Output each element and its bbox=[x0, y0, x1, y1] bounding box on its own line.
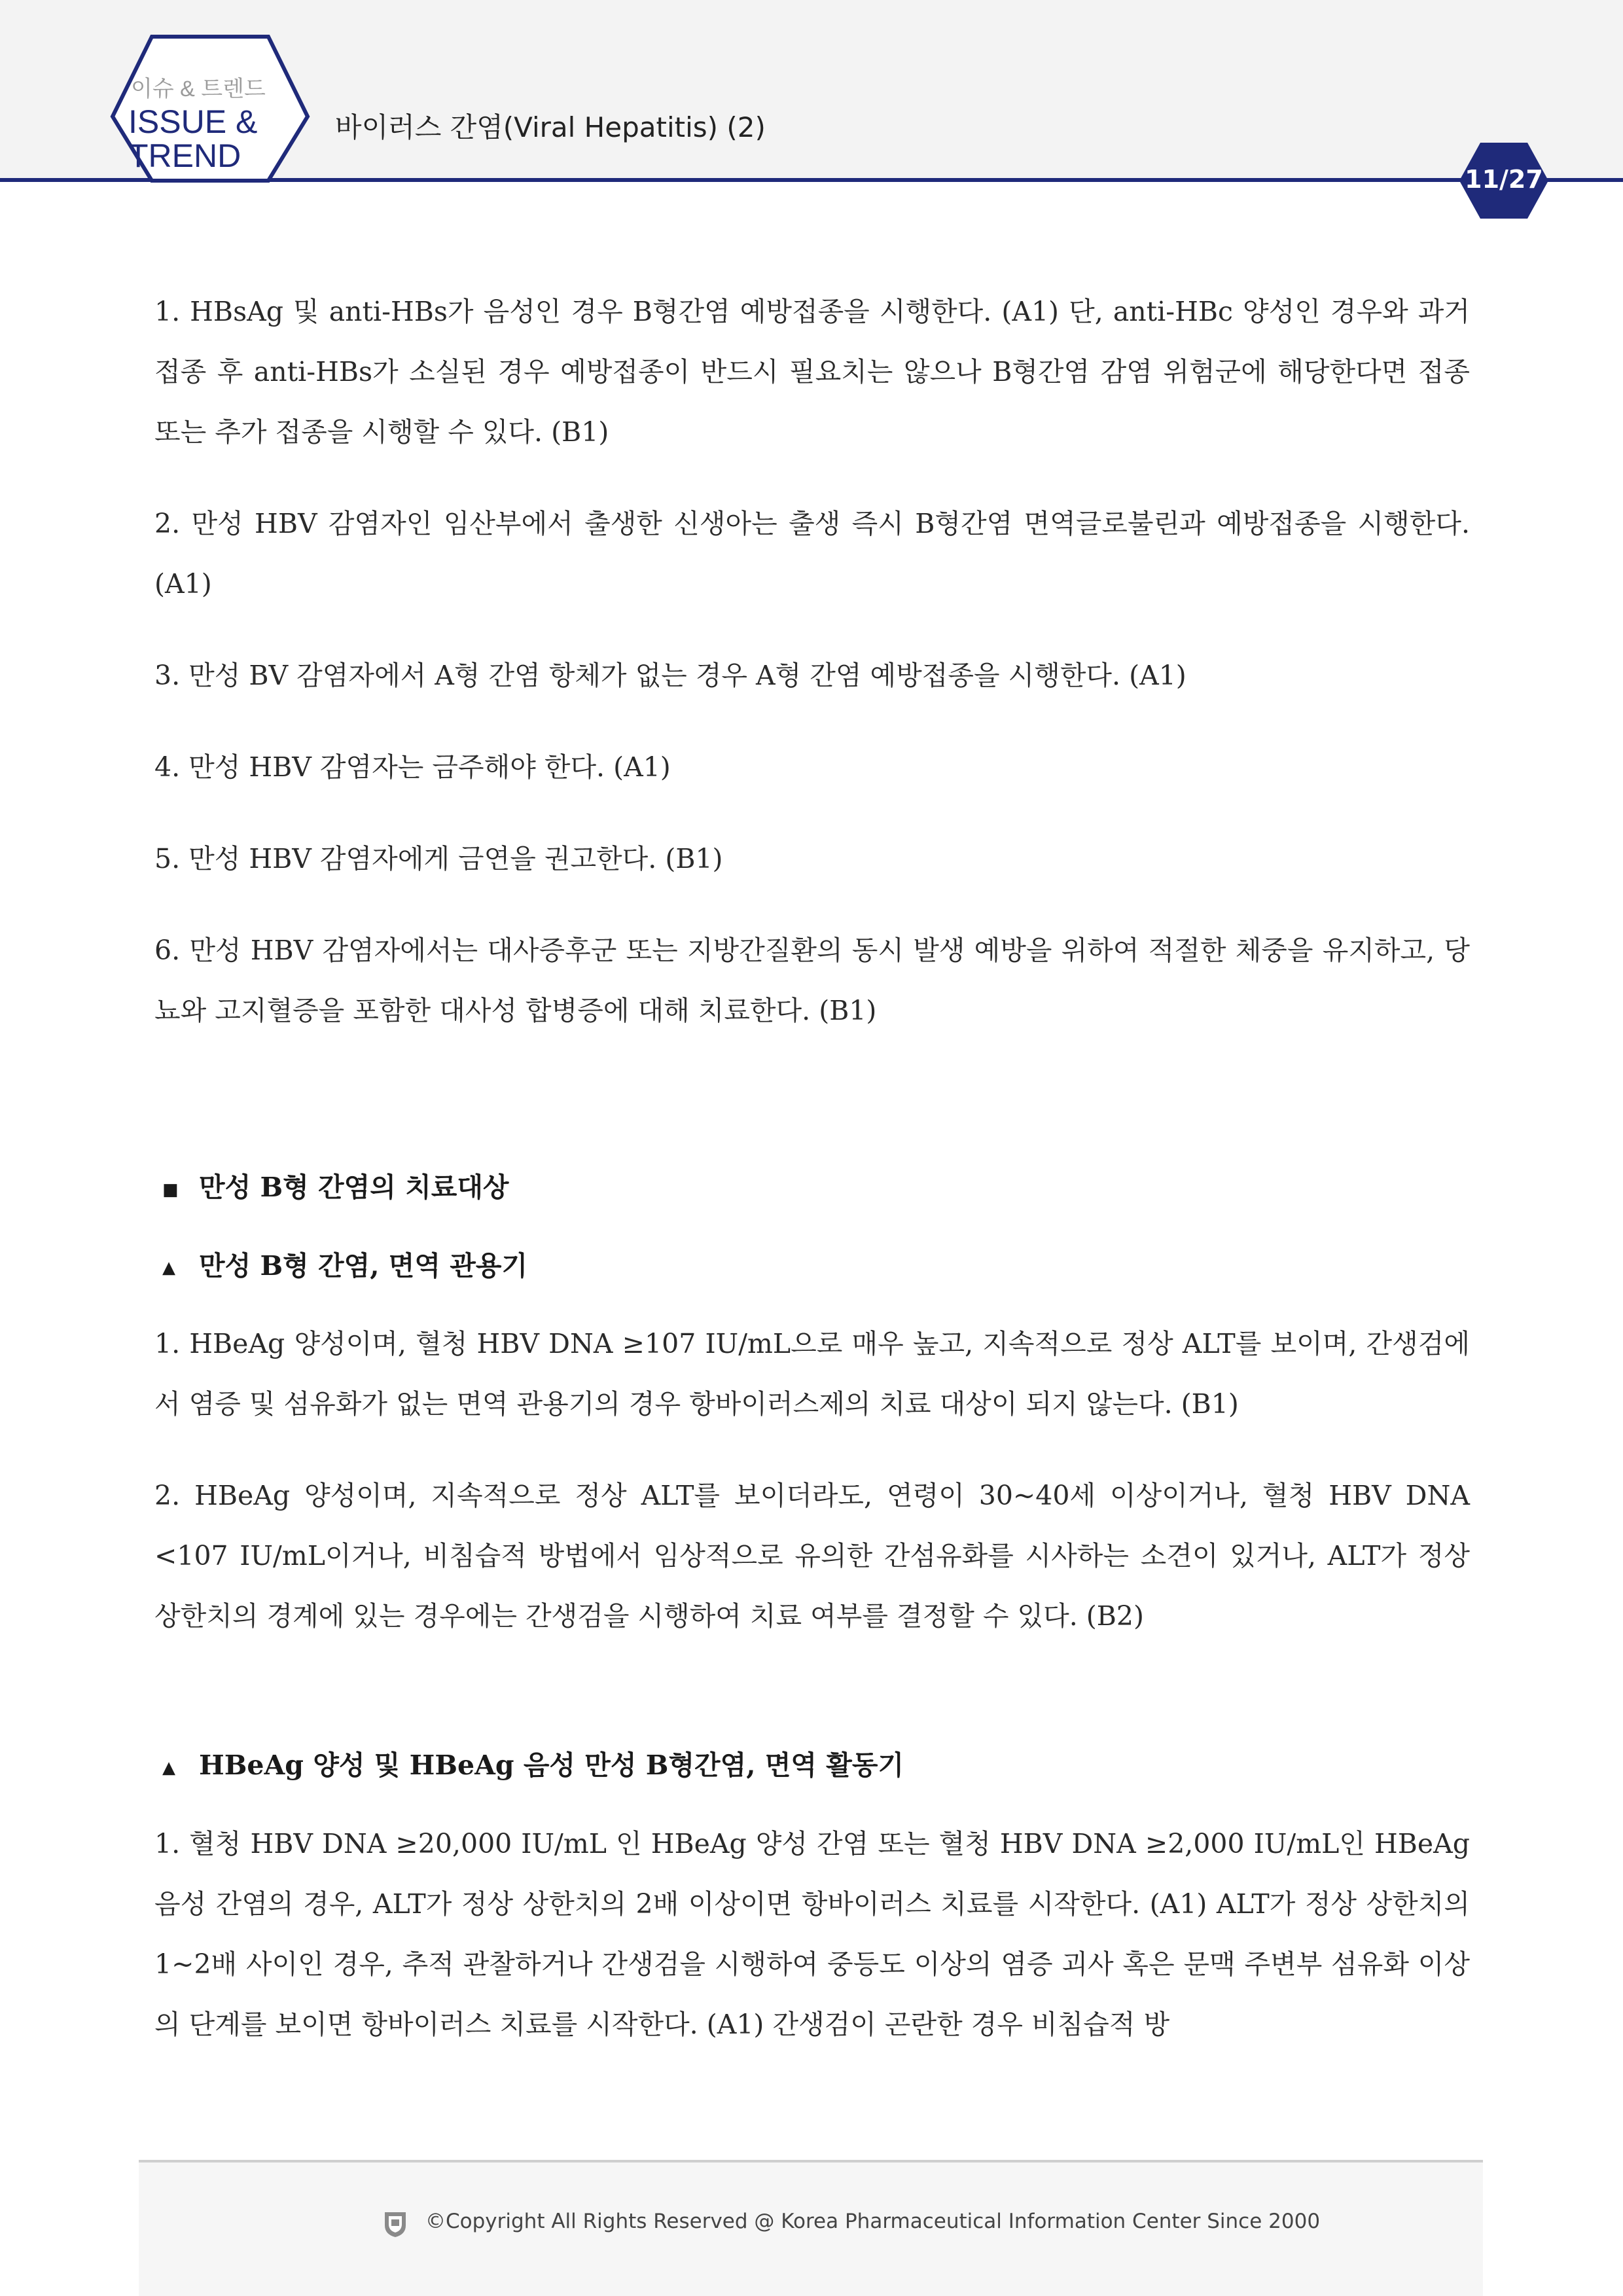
recommendation-paragraph: 6. 만성 HBV 감염자에서는 대사증후군 또는 지방간질환의 동시 발생 예방을 위하여 적절한 체중을 유지하고, 당뇨와 고지혈증을 포함한 대사성 합병증에 대해 치료한다. (B1) bbox=[154, 935, 1470, 1026]
subsection-heading-text: 만성 B형 간염, 면역 관용기 bbox=[199, 1249, 528, 1282]
document-title: 바이러스 간염(Viral Hepatitis) (2) bbox=[335, 111, 766, 143]
footer-copyright: ©Copyright All Rights Reserved @ Korea Pharmaceutical Information Center Since 2000 bbox=[425, 2210, 1321, 2233]
spacer bbox=[154, 1072, 1470, 1157]
recommendation-paragraph: 2. 만성 HBV 감염자인 임산부에서 출생한 신생아는 출생 즉시 B형간염 면역글로불린과 예방접종을 시행한다. (A1) bbox=[154, 508, 1470, 600]
triangle-bullet-icon: ▲ bbox=[162, 1757, 175, 1778]
badge-english-label bbox=[128, 105, 285, 173]
treatment-paragraph: 1. 혈청 HBV DNA ≥20,000 IU/mL 인 HBeAg 양성 간염 또는 혈청 HBV DNA ≥2,000 IU/mL인 HBeAg 음성 간염의 경우, ALT가 정상 상한치의 2배 이상이면 항바이러스 치료를 시작한다. (A1) ALT가 정상 상한치의 1~2배 사이인 경우, 추적 관찰하거나 간생검을 시행하여 중등도 이상의 염증 괴사 혹은 문맥 주변부 섬유화 이상의 단계를 보이면 항바이러스 치료를 시작한다. (A1) 간생검이 곤란한 경우 비침습적 방 bbox=[154, 1827, 1470, 2040]
treatment-paragraph: 1. HBeAg 양성이며, 혈청 HBV DNA ≥107 IU/mL으로 매우 높고, 지속적으로 정상 ALT를 보이며, 간생검에서 염증 및 섬유화가 없는 면역 관용기의 경우 항바이러스제의 치료 대상이 되지 않는다. (B1) bbox=[154, 1328, 1470, 1420]
section-heading-text: 만성 B형 간염의 치료대상 bbox=[199, 1172, 509, 1203]
treatment-paragraph: 2. HBeAg 양성이며, 지속적으로 정상 ALT를 보이더라도, 연령이 30~40세 이상이거나, 혈청 HBV DNA <107 IU/mL이거나, 비침습적 방법에서 임상적으로 유의한 간섬유화를 시사하는 소견이 있거나, ALT가 정상 상한치의 경계에 있는 경우에는 간생검을 시행하여 치료 여부를 결정할 수 있다. (B2) bbox=[154, 1480, 1470, 1632]
square-bullet-icon: ■ bbox=[162, 1179, 179, 1200]
triangle-bullet-icon: ▲ bbox=[162, 1258, 175, 1278]
main-content bbox=[154, 281, 1470, 2086]
kpic-logo-icon bbox=[382, 2210, 408, 2238]
recommendation-paragraph: 3. 만성 BV 감염자에서 A형 간염 항체가 없는 경우 A형 간염 예방접종을 시행한다. (A1) bbox=[154, 660, 1186, 691]
subsection-heading-text: HBeAg 양성 및 HBeAg 음성 만성 B형간염, 면역 활동기 bbox=[199, 1749, 904, 1781]
badge-english-line1: ISSUE & bbox=[128, 103, 258, 140]
subsection-heading bbox=[154, 1735, 1470, 1798]
recommendation-paragraph: 4. 만성 HBV 감염자는 금주해야 한다. (A1) bbox=[154, 751, 671, 783]
section-heading bbox=[154, 1157, 1470, 1220]
recommendation-paragraph: 1. HBsAg 및 anti-HBs가 음성인 경우 B형간염 예방접종을 시행한다. (A1) 단, anti-HBc 양성인 경우와 과거 접종 후 anti-HBs가 소실된 경우 예방접종이 반드시 필요치는 않으나 B형간염 감염 위험군에 해당한다면 접종 또는 추가 접종을 시행할 수 있다. (B1) bbox=[154, 296, 1470, 448]
recommendation-paragraph: 5. 만성 HBV 감염자에게 금연을 권고한다. (B1) bbox=[154, 843, 723, 874]
subsection-heading bbox=[154, 1236, 1470, 1299]
badge-korean-label: 이슈 & 트렌드 bbox=[131, 77, 266, 101]
page-number: 11/27 bbox=[1465, 165, 1543, 194]
badge-english-line2: TREND bbox=[128, 137, 241, 174]
spacer bbox=[154, 1677, 1470, 1735]
